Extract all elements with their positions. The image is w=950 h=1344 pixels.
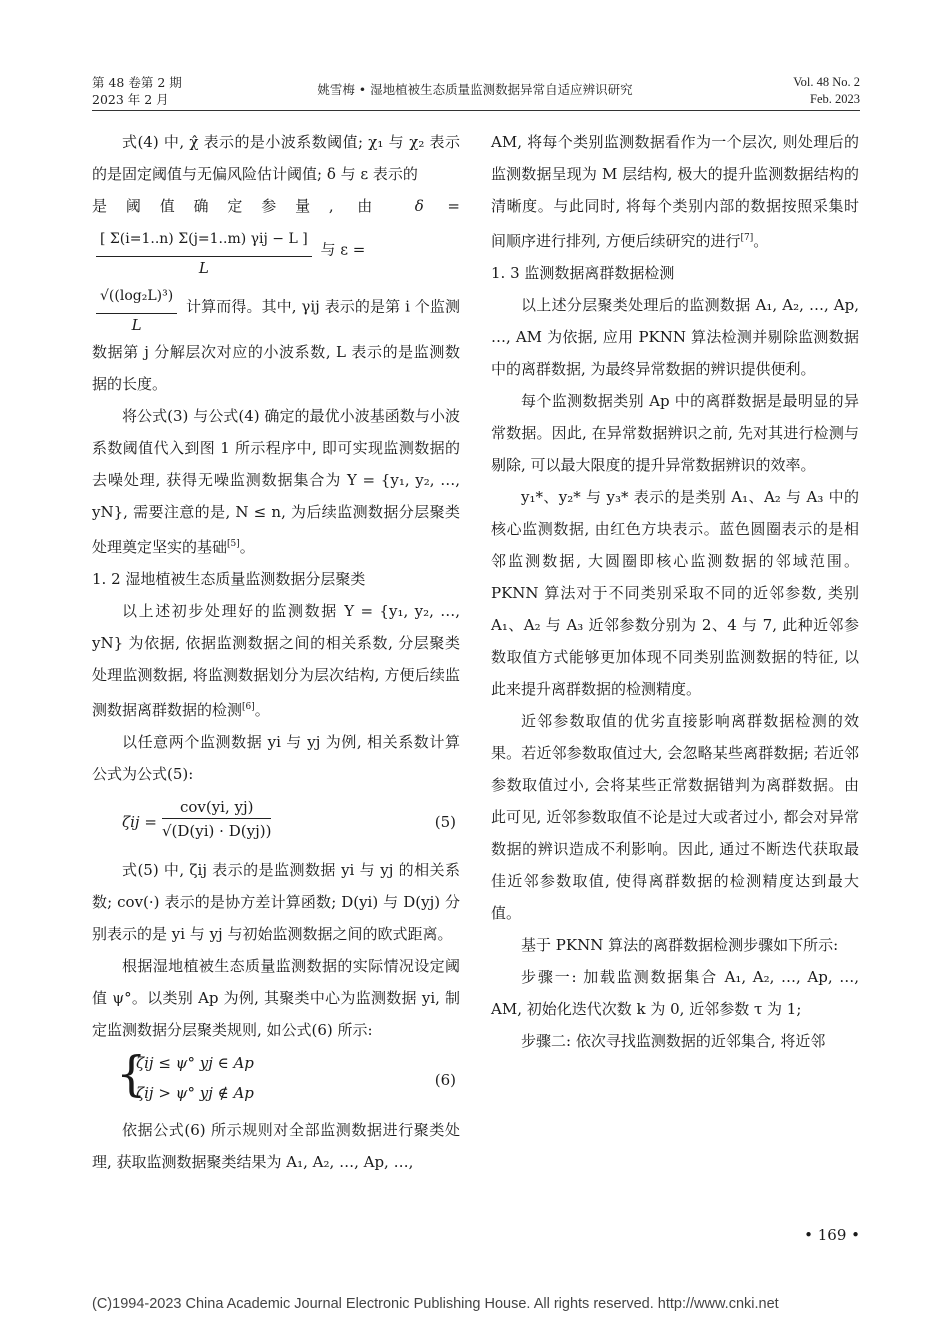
paragraph: 式(5) 中, ζij 表示的是监测数据 yi 与 yj 的相关系数; cov(·) 表示的是协方差计算函数; D(yi) 与 D(yj) 分别表示的是 yi 与 yj 与初始监测数据之间的欧式距离。: [92, 861, 460, 943]
paragraph: y₁*、y₂* 与 y₃* 表示的是类别 A₁、A₂ 与 A₃ 中的核心监测数据, 由红色方块表示。蓝色圆圈表示的是相邻监测数据, 大圆圈即核心监测数据的邻域范围。PKNN 算法对于不同类别采取不同的近邻参数, 类别 A₁、A₂ 与 A₃ 近邻参数分别为 2、4 与 7, 此种近邻参数取值方式能够更加体现不同类别监测数据的特征, 以此来提升离群数据的检测精度。: [491, 488, 859, 698]
paragraph: 近邻参数取值的优劣直接影响离群数据检测的效果。若近邻参数取值过大, 会忽略某些离群数据; 若近邻参数取值过小, 会将某些正常数据错判为离群数据。由此可见, 近邻参数取值不论是过大或者过小, 都会对异常数据的辨识造成不利影响。因此, 通过不断迭代获取最佳近邻参数取值, 使得离群数据的检测精度达到最大值。: [491, 712, 859, 922]
paragraph: 依据公式(6) 所示规则对全部监测数据进行聚类处理, 获取监测数据聚类结果为 A₁, A₂, …, Ap, …,: [92, 1121, 460, 1171]
text: 计算而得。其中, γij 表示的是第 i 个监测数据第 j 分解层次对应的小波系数, L 表示的是监测数据的长度。: [92, 297, 460, 393]
delta-numerator: [ Σ(i=1..n) Σ(j=1..m) γij − L ]: [96, 222, 312, 257]
delta-denominator: L: [198, 259, 209, 277]
citation: [5]: [227, 539, 240, 549]
text: 。: [254, 701, 270, 719]
equation-number: (6): [434, 1071, 456, 1089]
issue-date: 2023 年 2 月: [92, 92, 169, 107]
text: 是阈值确定参量, 由: [92, 197, 392, 215]
delta-fraction: [96, 222, 312, 279]
eq-case-2: ζij > ψ° yj ∉ Ap: [136, 1084, 254, 1102]
citation: [7]: [740, 233, 754, 243]
eq-case-1: ζij ≤ ψ° yj ∈ Ap: [136, 1054, 254, 1072]
issue-date-en: Feb. 2023: [810, 92, 860, 106]
text: 以上述初步处理好的监测数据 Y = {y₁, y₂, …, yN} 为依据, 依据监测数据之间的相关系数, 分层聚类处理监测数据, 将监测数据划分为层次结构, 方便后续监测数据离群数据的检测: [92, 602, 460, 719]
copyright-footer: (C)1994-2023 China Academic Journal Electronic Publishing House. All rights reserved. http://www.cnki.net: [92, 1296, 779, 1312]
paragraph: 以任意两个监测数据 yi 与 yj 为例, 相关系数计算公式为公式(5):: [92, 733, 460, 783]
paragraph: 式(4) 中, χ̂ 表示的是小波系数阈值; χ₁ 与 χ₂ 表示的是固定阈值与无偏风险估计阈值; δ 与 ε 表示的: [92, 133, 460, 183]
brace-symbol: {: [116, 1046, 147, 1102]
text: 。: [239, 538, 255, 556]
text: 。: [753, 232, 769, 250]
issue-volume-en: Vol. 48 No. 2: [793, 75, 860, 89]
epsilon-denominator: L: [131, 316, 142, 334]
paragraph: 以上述分层聚类处理后的监测数据 A₁, A₂, …, Ap, …, AM 为依据, 应用 PKNN 算法检测并剔除监测数据中的离群数据, 为最终异常数据的辨识提供便利。: [491, 296, 859, 378]
paragraph: [92, 400, 460, 563]
text: 将公式(3) 与公式(4) 确定的最优小波基函数与小波系数阈值代入到图 1 所示程序中, 即可实现监测数据的去噪处理, 获得无噪监测数据集合为 Y = {y₁, y₂, …, yN}, 需要注意的是, N ≤ n, 为后续监测数据分层聚类处理奠定坚实的基础: [92, 407, 460, 556]
paragraph: [92, 595, 460, 726]
equation-number: (5): [434, 813, 456, 831]
eq-lhs: ζij =: [122, 813, 157, 831]
journal-issue-en: [793, 74, 860, 108]
header-rule: [92, 110, 860, 111]
section-heading: 1. 2 湿地植被生态质量监测数据分层聚类: [92, 570, 366, 588]
eq-fraction: [162, 796, 271, 843]
paragraph: 根据湿地植被生态质量监测数据的实际情况设定阈值 ψ°。以类别 Ap 为例, 其聚类中心为监测数据 yi, 制定监测数据分层聚类规则, 如公式(6) 所示:: [92, 957, 460, 1039]
equation-6: [92, 1046, 460, 1110]
paragraph-continued: [92, 279, 460, 400]
issue-volume: 第 48 卷第 2 期: [92, 75, 182, 90]
paragraph: 步骤二: 依次寻找监测数据的近邻集合, 将近邻: [521, 1032, 826, 1050]
page-number: • 169 •: [804, 1226, 860, 1244]
eq-denominator: √(D(yi) · D(yj)): [162, 822, 272, 840]
epsilon-fraction: [96, 279, 177, 336]
epsilon-numerator: √((log₂L)³): [96, 279, 177, 314]
delta-symbol: δ =: [414, 197, 460, 215]
paragraph: 每个监测数据类别 Ap 中的离群数据是最明显的异常数据。因此, 在异常数据辨识之前, 先对其进行检测与剔除, 可以最大限度的提升异常数据辨识的效率。: [491, 392, 859, 474]
text: 与 ε =: [320, 240, 366, 259]
paragraph-threshold: [92, 190, 460, 279]
text: AM, 将每个类别监测数据看作为一个层次, 则处理后的监测数据呈现为 M 层结构, 极大的提升监测数据结构的清晰度。与此同时, 将每个类别内部的数据按照采集时间顺序进行排列, 方便后续研究的进行: [491, 133, 859, 250]
running-title: 姚雪梅 • 湿地植被生态质量监测数据异常自适应辨识研究: [317, 82, 633, 97]
eq-numerator: cov(yi, yj): [162, 796, 271, 819]
paragraph: 步骤一: 加载监测数据集合 A₁, A₂, …, Ap, …, AM, 初始化迭代次数 k 为 0, 近邻参数 τ 为 1;: [491, 968, 859, 1018]
paragraph-continued: [491, 126, 859, 257]
right-column: [491, 126, 859, 1057]
citation: [6]: [242, 702, 255, 712]
equation-5: [92, 796, 460, 848]
section-heading: 1. 3 监测数据离群数据检测: [491, 264, 675, 282]
paragraph: 基于 PKNN 算法的离群数据检测步骤如下所示:: [521, 936, 839, 954]
left-column: [92, 126, 460, 1178]
